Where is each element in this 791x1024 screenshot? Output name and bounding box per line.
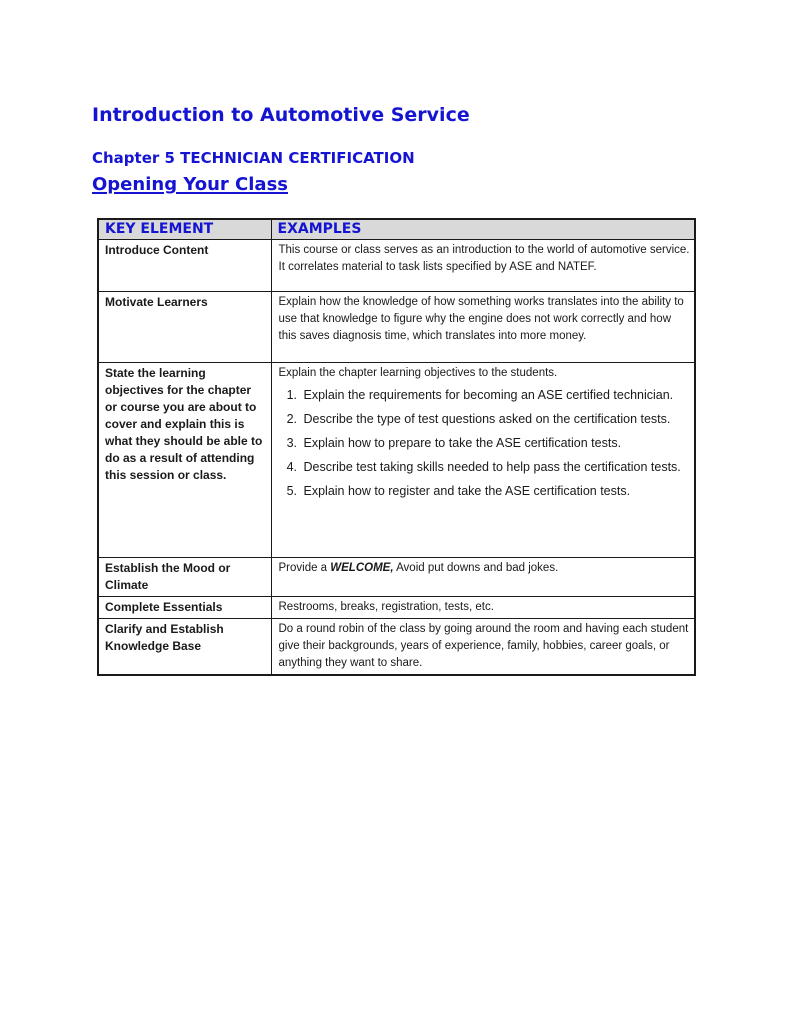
example-cell: Do a round robin of the class by going around the room and having each student give their backgrounds, years of experience, family, hobbies, career goals, or anything they want to share. bbox=[271, 618, 695, 675]
example-cell bbox=[271, 362, 695, 557]
objective-item: 2. Describe the type of test questions asked on the certification tests. bbox=[301, 410, 693, 429]
example-cell: Explain how the knowledge of how something works translates into the ability to use that knowledge to figure why the engine does not work correctly and how this saves diagnosis time, which translates into more money. bbox=[271, 291, 695, 362]
objective-item: 5. Explain how to register and take the ASE certification tests. bbox=[301, 482, 693, 501]
column-header-examples: EXAMPLES bbox=[271, 219, 695, 239]
key-cell: Clarify and Establish Knowledge Base bbox=[98, 618, 271, 675]
section-heading: Opening Your Class bbox=[92, 174, 289, 195]
example-cell: Restrooms, breaks, registration, tests, etc. bbox=[271, 596, 695, 618]
key-cell: State the learning objectives for the chapter or course you are about to cover and explain this is what they should be able to do as a result of attending this session or class. bbox=[98, 362, 271, 557]
key-cell: Motivate Learners bbox=[98, 291, 271, 362]
key-cell: Establish the Mood or Climate bbox=[98, 557, 271, 596]
table-row-clarify-knowledge bbox=[98, 618, 695, 675]
example-cell: This course or class serves as an introduction to the world of automotive service. It correlates material to task lists specified by ASE and NATEF. bbox=[271, 239, 695, 291]
objectives-list bbox=[279, 386, 693, 501]
table-header-row bbox=[98, 219, 695, 239]
chapter-subtitle: Chapter 5 TECHNICIAN CERTIFICATION bbox=[92, 149, 415, 167]
welcome-emphasis: WELCOME, bbox=[330, 561, 394, 574]
objective-item: 1. Explain the requirements for becoming an ASE certified technician. bbox=[301, 386, 693, 405]
column-header-key-element: KEY ELEMENT bbox=[98, 219, 271, 239]
key-cell: Introduce Content bbox=[98, 239, 271, 291]
objectives-intro: Explain the chapter learning objectives to the students. bbox=[278, 366, 558, 379]
example-text-prefix: Provide a bbox=[278, 561, 331, 574]
objective-item: 3. Explain how to prepare to take the ASE certification tests. bbox=[301, 434, 693, 453]
table-row-motivate-learners bbox=[98, 291, 695, 362]
key-element-table bbox=[97, 218, 696, 676]
example-cell bbox=[271, 557, 695, 596]
example-text-suffix: Avoid put downs and bad jokes. bbox=[393, 561, 559, 574]
key-cell: Complete Essentials bbox=[98, 596, 271, 618]
table-row-introduce-content bbox=[98, 239, 695, 291]
table-row-complete-essentials bbox=[98, 596, 695, 618]
table-row-learning-objectives bbox=[98, 362, 695, 557]
objective-item: 4. Describe test taking skills needed to help pass the certification tests. bbox=[301, 458, 693, 477]
table-row-establish-mood bbox=[98, 557, 695, 596]
page-title: Introduction to Automotive Service bbox=[92, 104, 470, 126]
